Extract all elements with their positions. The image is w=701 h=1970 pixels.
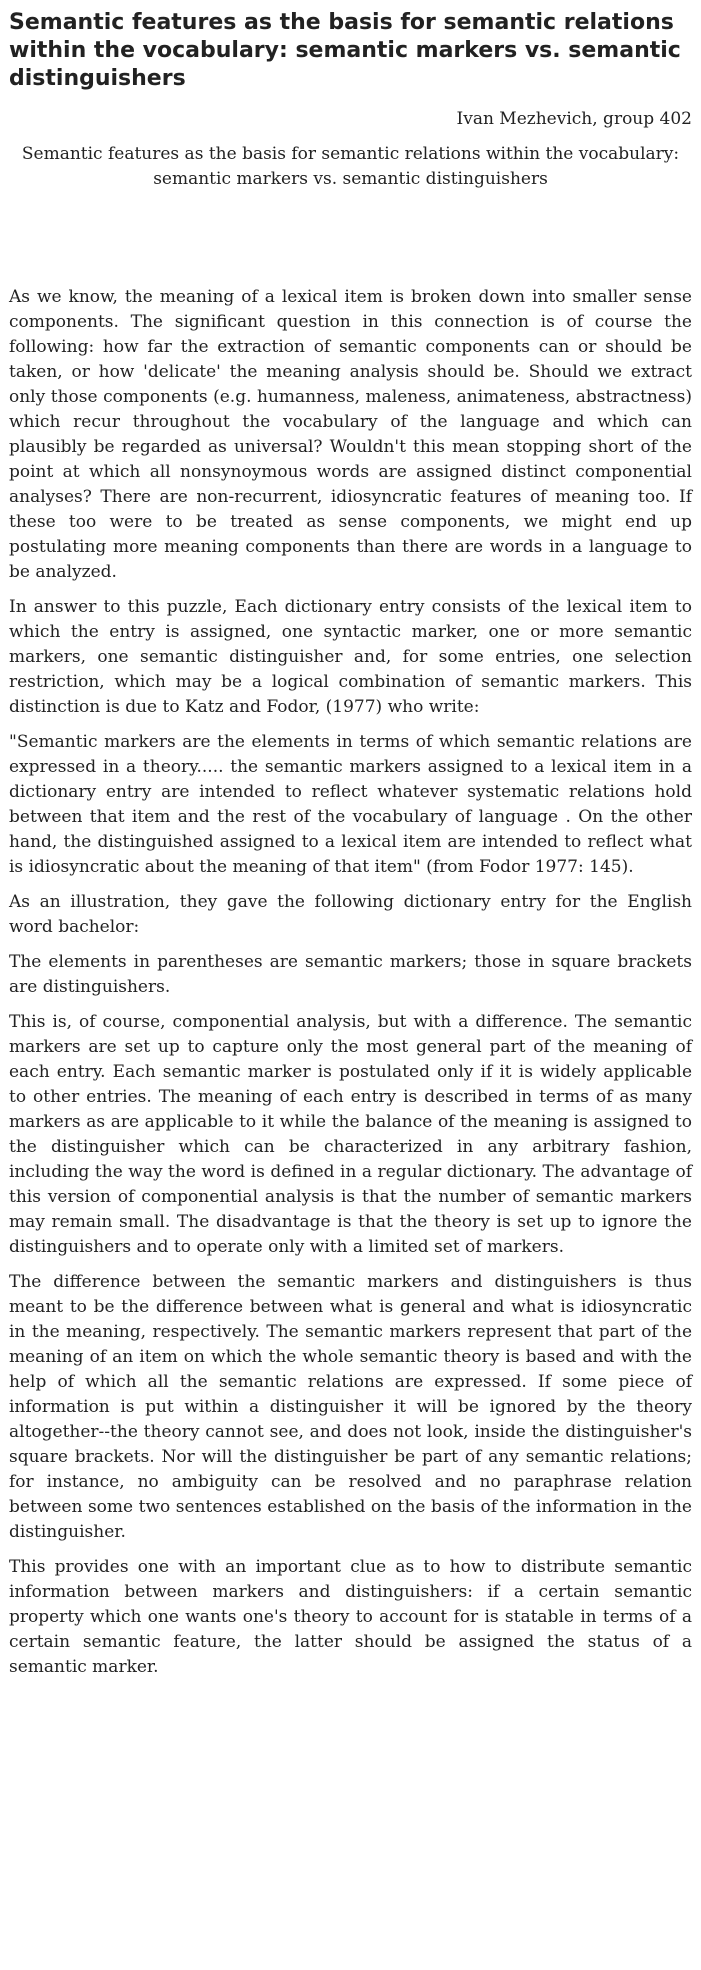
paragraph-3-quote: "Semantic markers are the elements in terms of which semantic relations are expressed in a theory..... the semantic markers assigned to a lexical item in a dictionary entry are intended to reflect whatever systematic relations hold between that item and the rest of the vocabulary of language . On the other hand, the distinguished assigned to a lexical item are intended to reflect what is idiosyncratic about the meaning of that item" (from Fodor 1977: 145). (9, 732, 692, 877)
paragraph-2: In answer to this puzzle, Each dictionary entry consists of the lexical item to which the entry is assigned, one syntactic marker, one or more semantic markers, one semantic distinguisher and, for some entries, one selection restriction, which may be a logical combination of semantic markers. This distinction is due to Katz and Fodor, (1977) who write: (9, 597, 692, 717)
paragraph-6: This is, of course, componential analysis, but with a difference. The semantic markers are set up to capture only the most general part of the meaning of each entry. Each semantic marker is postulated only if it is widely applicable to other entries. The meaning of each entry is described in terms of as many markers as are applicable to it while the balance of the meaning is assigned to the distinguisher which can be characterized in any arbitrary fashion, including the way the word is defined in a regular dictionary. The advantage of this version of componential analysis is that the number of semantic markers may remain small. The disadvantage is that the theory is set up to ignore the distinguishers and to operate only with a limited set of markers. (9, 1012, 692, 1257)
paragraph-4: As an illustration, they gave the following dictionary entry for the English word bachelor: (9, 892, 692, 937)
paragraph-7: The difference between the semantic markers and distinguishers is thus meant to be the difference between what is general and what is idiosyncratic in the meaning, respectively. The semantic markers represent that part of the meaning of an item on which the whole semantic theory is based and with the help of which all the semantic relations are expressed. If some piece of information is put within a distinguisher it will be ignored by the theory altogether--the theory cannot see, and does not look, inside the distinguisher's square brackets. Nor will the distinguisher be part of any semantic relations; for instance, no ambiguity can be resolved and no paraphrase relation between some two sentences established on the basis of the information in the distinguisher. (9, 1272, 692, 1542)
paragraph-8: This provides one with an important clue as to how to distribute semantic information between markers and distinguishers: if a certain semantic property which one wants one's theory to account for is statable in terms of a certain semantic feature, the latter should be assigned the status of a semantic marker. (9, 1557, 692, 1677)
document-body (9, 285, 692, 1680)
document-subtitle: Semantic features as the basis for semantic relations within the vocabulary: semantic markers vs. semantic distinguishers (21, 144, 680, 189)
author-line: Ivan Mezhevich, group 402 (456, 109, 692, 129)
paragraph-1: As we know, the meaning of a lexical item is broken down into smaller sense components. The significant question in this connection is of course the following: how far the extraction of semantic components can or should be taken, or how 'delicate' the meaning analysis should be. Should we extract only those components (e.g. humanness, maleness, animateness, abstractness) which recur throughout the vocabulary of the language and which can plausibly be regarded as universal? Wouldn't this mean stopping short of the point at which all nonsynoymous words are assigned distinct componential analyses? There are non-recurrent, idiosyncratic features of meaning too. If these too were to be treated as sense components, we might end up postulating more meaning components than there are words in a language to be analyzed. (9, 287, 692, 582)
document-title: Semantic features as the basis for semantic relations within the vocabulary: semantic markers vs. semantic distinguishers (9, 10, 681, 91)
paragraph-5: The elements in parentheses are semantic markers; those in square brackets are distinguishers. (9, 952, 692, 997)
